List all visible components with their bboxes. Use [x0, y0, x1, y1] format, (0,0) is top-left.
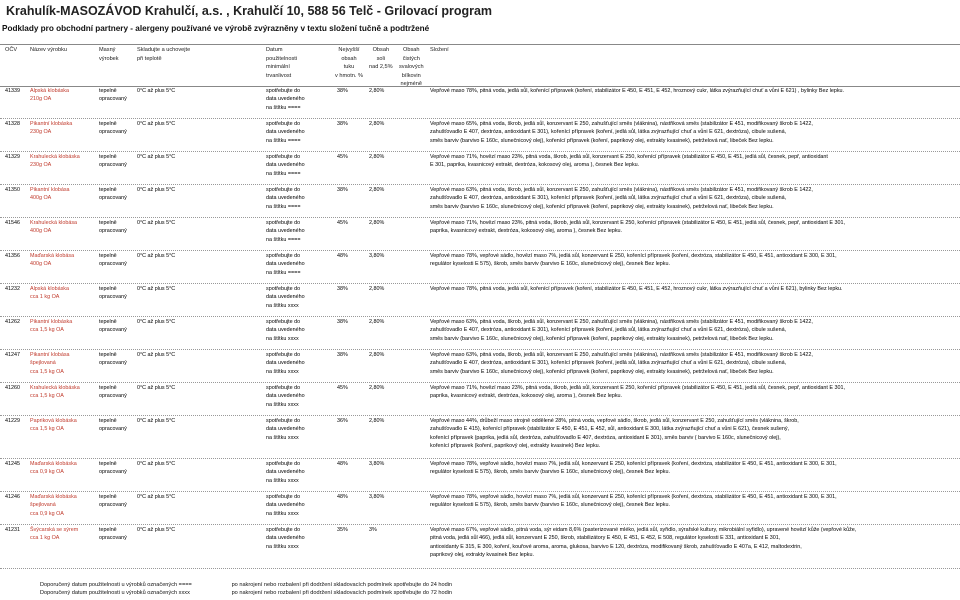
product-id: 41262 [5, 319, 20, 325]
composition-line: Vepřové maso 71%, hovězí maso 23%, pitná voda, škrob, jedlá sůl, konzervant E 250, kořenící přípravek (stabilizátor E 450, E 451, jedlá sůl, česnek, pepř, antioxidant E 301, [430, 385, 846, 391]
composition-line: Vepřové maso 78%, vepřové sádlo, hovězí maso 7%, jedlá sůl, konzervant E 250, kořenící přípravek (koření, dextróza, stabilizátor E 450, E 451, antioxidant E 300, E 301, [430, 494, 837, 500]
salt-content: 2,80% [369, 220, 385, 226]
meat-type: tepelně [99, 121, 117, 127]
composition-line: zahušťovadlo E 407, dextróza, antioxidant E 301), kořenící přípravek (koření, jedlá sůl, látka zvýrazňující chuť a vůni E 621, dextróza), cibule sušená, [430, 360, 787, 367]
product-name: Krahulecká klobáska [30, 154, 80, 160]
meat-type-2: opracovaný [99, 535, 127, 542]
product-id: 41246 [5, 494, 20, 500]
composition-line: Vepřové maso 44%, drůbeží maso strojně oddělené 28%, pitná voda, vepřové sádlo, škrob, jedlá sůl, konzervant E 250, zahušťující směs (vláknina, škrob, [430, 418, 799, 424]
use-by-3: na štítku ==== [266, 269, 301, 276]
use-by-2: data uvedeného [266, 327, 305, 334]
composition-line: Vepřové maso 67%, vepřové sádlo, pitná voda, sýr eidam 8,6% (pasterizované mléko, jedlá sůl, syřidlo, sýrařské kultury, mikrobiální syřidlo), upravené hovězí kůže (vepřové kůže, [430, 527, 857, 533]
salt-content: 3,80% [369, 253, 385, 259]
composition-line: Vepřové maso 78%, pitná voda, jedlá sůl, kořenící přípravek (koření, stabilizátor E 450, E 451, E 452, hroznový cukr, látka zvýrazňující chuť a vůni E 621), bylinky Bez lepku. [430, 286, 843, 292]
composition-line: antioxidanty E 315, E 300, koření, kouřové aroma, aroma, glukosa, barvivo E 120, dextróza, modifikovaný škrob, zahušťovadlo E 407a, E 412, maltodextrin, [430, 543, 802, 550]
salt-content: 2,80% [369, 352, 385, 358]
col-header-composition: Složení [430, 47, 449, 53]
product-id: 41247 [5, 352, 20, 358]
product-weight-2: cca 1,5 kg OA [30, 368, 64, 375]
product-weight: špejlovaná [30, 360, 56, 367]
product-name: Maďarská klobáska [30, 461, 77, 467]
use-by: spotřebujte do [266, 154, 301, 160]
meat-type-2: opracovaný [99, 393, 127, 400]
footer-note-1-right: po nakrojení nebo rozbalení při dodržení skladovacích podmínek spotřebujte do 24 hodin [231, 582, 453, 588]
fat-content: 48% [337, 461, 348, 467]
product-name: Krahulecká klobáska [30, 385, 80, 391]
storage-temp: 0°C až plus 5°C [137, 220, 176, 226]
composition-line: směs barviv (barvivo E 160c, slunečnicový olej), kořenící přípravek (koření, paprikový olej, extrakty kvasinek), petrželová nať, libeček Bez lepku. [430, 137, 774, 144]
product-id: 41546 [5, 220, 20, 226]
col-header-fat: Nejvyšší obsah tuku v hmotn. % [335, 47, 363, 79]
product-id: 41245 [5, 461, 20, 467]
row-separator [0, 151, 960, 152]
product-name: Pikantní klobása [30, 352, 70, 358]
meat-type: tepelně [99, 187, 117, 193]
salt-content: 3% [369, 527, 377, 533]
meat-type: tepelně [99, 527, 117, 533]
meat-type-2: opracovaný [99, 129, 127, 136]
use-by: spotřebujte do [266, 352, 301, 358]
row-separator [0, 491, 960, 492]
product-weight: cca 0,9 kg OA [30, 469, 64, 476]
product-weight: cca 1,5 kg OA [30, 393, 64, 400]
footer-note-2 [40, 590, 452, 596]
composition-line: směs barviv (barvivo E 160c, slunečnicový olej), kořenící přípravek (koření, paprikový olej, extrakty kvasinek), petrželová nať, libeček Bez lepku. [430, 203, 774, 210]
salt-content: 2,80% [369, 418, 385, 424]
meat-type-2: opracovaný [99, 469, 127, 476]
use-by-3: na štítku ==== [266, 170, 301, 177]
composition-line: pitná voda, jedlá sůl 466), jedlá sůl, konzervant E 250, škrob, stabilizátory E 450, E 451, E 452, E 508, regulátor kyselosti E 331, antioxidant E 301, [430, 535, 781, 542]
meat-type: tepelně [99, 88, 117, 94]
composition-line: regulátor kyselosti E 575), škrob, směs barviv (barvivo E 160c, slunečnicový olej), česnek Bez lepku. [430, 261, 670, 268]
product-name: Alpská klobáska [30, 286, 69, 292]
col-header-id: OČV [5, 47, 18, 53]
row-separator [0, 568, 960, 569]
storage-temp: 0°C až plus 5°C [137, 154, 176, 160]
meat-type: tepelně [99, 220, 117, 226]
meat-type-2: opracovaný [99, 294, 127, 301]
use-by-3: na štítku xxxx [266, 543, 299, 550]
product-id: 41328 [5, 121, 20, 127]
use-by-2: data uvedeného [266, 469, 305, 476]
salt-content: 2,80% [369, 154, 385, 160]
use-by: spotřebujte do [266, 286, 301, 292]
meat-type-2: opracovaný [99, 426, 127, 433]
page-subtitle: Podklady pro obchodní partnery - alergeny používané ve výrobě zvýrazněny v textu složení tučně a podtržené [2, 24, 430, 33]
storage-temp: 0°C až plus 5°C [137, 494, 176, 500]
col-header-storage: Skladujte a uchovejte při teplotě [137, 47, 191, 62]
salt-content: 2,80% [369, 286, 385, 292]
product-id: 41232 [5, 286, 20, 292]
use-by: spotřebujte do [266, 187, 301, 193]
storage-temp: 0°C až plus 5°C [137, 352, 176, 358]
footer-note-1-left: Doporučený datum použitelnosti u výrobků označených ==== [40, 582, 192, 588]
meat-type: tepelně [99, 418, 117, 424]
meat-type: tepelně [99, 154, 117, 160]
row-separator [0, 316, 960, 317]
product-weight: 230g OA [30, 129, 52, 136]
use-by-3: na štítku xxxx [266, 368, 299, 375]
storage-temp: 0°C až plus 5°C [137, 88, 176, 94]
use-by: spotřebujte do [266, 461, 301, 467]
use-by: spotřebujte do [266, 319, 301, 325]
use-by-3: na štítku ==== [266, 236, 301, 243]
composition-line: zahušťovadlo E 415), kořenící přípravek (stabilizátor E 450, E 451, E 452, sůl, antioxidant E 300, látka zvýrazňující chuť a vůni E 621), česnek sušený, [430, 426, 790, 433]
product-weight: 400g OA [30, 228, 52, 235]
fat-content: 38% [337, 187, 348, 193]
composition-line: Vepřové maso 78%, vepřové sádlo, hovězí maso 7%, jedlá sůl, konzervant E 250, kořenící přípravek (koření, dextróza, stabilizátor E 450, E 451, antioxidant E 300, E 301, [430, 461, 837, 467]
meat-type-2: opracovaný [99, 261, 127, 268]
use-by-3: na štítku xxxx [266, 434, 299, 441]
salt-content: 3,80% [369, 494, 385, 500]
meat-type-2: opracovaný [99, 195, 127, 202]
composition-line: paprika, kvasnicový extrakt, dextróza, kokosový olej, aroma ), česnek Bez lepku. [430, 393, 623, 400]
meat-type: tepelně [99, 253, 117, 259]
product-name: Papriková klobáska [30, 418, 77, 424]
product-name: Maďarská klobása [30, 253, 75, 259]
product-name: Švýcarská se sýrem [30, 527, 79, 533]
use-by: spotřebujte do [266, 418, 301, 424]
composition-line: zahušťovadlo E 407, dextróza, antioxidant E 301), kořenící přípravek (koření, jedlá sůl, látka zvýrazňující chuť a vůni E 621, dextróza), cibule sušená, [430, 327, 787, 334]
storage-temp: 0°C až plus 5°C [137, 319, 176, 325]
fat-content: 38% [337, 352, 348, 358]
row-separator [0, 415, 960, 416]
use-by-3: na štítku xxxx [266, 510, 299, 517]
row-separator [0, 250, 960, 251]
salt-content: 2,80% [369, 385, 385, 391]
fat-content: 48% [337, 253, 348, 259]
use-by: spotřebujte do [266, 88, 301, 94]
product-name: Pikantní klobása [30, 187, 70, 193]
composition-line: směs barviv (barvivo E 160c, slunečnicový olej), kořenící přípravek (koření, paprikový olej, extrakty kvasinek), petrželová nať, libeček Bez lepku. [430, 368, 774, 375]
col-header-protein: Obsah čistých svalových bílkovin nejméně [399, 47, 424, 87]
composition-line: regulátor kyselosti E 575), škrob, směs barviv (barvivo E 160c, slunečnicový olej), česnek Bez lepku. [430, 469, 670, 476]
composition-line: regulátor kyselosti E 575), škrob, směs barviv (barvivo E 160c, slunečnicový olej), česnek Bez lepku. [430, 502, 670, 509]
fat-content: 38% [337, 88, 348, 94]
use-by-3: na štítku xxxx [266, 401, 299, 408]
meat-type-2: opracovaný [99, 327, 127, 334]
storage-temp: 0°C až plus 5°C [137, 187, 176, 193]
footer-note-1 [40, 582, 452, 588]
use-by-2: data uvedeného [266, 393, 305, 400]
product-weight: 400g OA [30, 261, 52, 268]
fat-content: 45% [337, 220, 348, 226]
composition-line: Vepřové maso 63%, pitná voda, škrob, jedlá sůl, konzervant E 250, zahušťující směs (vláknina), nástřiková směs (stabilizátor E 451, modifikovaný škrob E 1422, [430, 352, 813, 358]
use-by: spotřebujte do [266, 121, 301, 127]
composition-line: Vepřové maso 65%, pitná voda, škrob, jedlá sůl, konzervant E 250, zahušťující směs (vláknina), nástřiková směs (stabilizátor E 451, modifikovaný škrob E 1422, [430, 121, 813, 127]
composition-line: Vepřové maso 71%, hovězí maso 23%, pitná voda, škrob, jedlá sůl, konzervant E 250, kořenící přípravek (stabilizátor E 450, E 451, jedlá sůl, česnek, pepř, antioxidant E 301, [430, 220, 846, 226]
salt-content: 2,80% [369, 88, 385, 94]
row-separator [0, 458, 960, 459]
storage-temp: 0°C až plus 5°C [137, 286, 176, 292]
use-by-2: data uvedeného [266, 360, 305, 367]
use-by-3: na štítku xxxx [266, 335, 299, 342]
use-by-2: data uvedeného [266, 195, 305, 202]
salt-content: 2,80% [369, 187, 385, 193]
storage-temp: 0°C až plus 5°C [137, 461, 176, 467]
use-by-2: data uvedeného [266, 96, 305, 103]
product-weight: špejlovaná [30, 502, 56, 509]
row-separator [0, 524, 960, 525]
use-by: spotřebujte do [266, 220, 301, 226]
use-by-3: na štítku xxxx [266, 477, 299, 484]
row-separator [0, 118, 960, 119]
product-name: Krahulecká klobása [30, 220, 78, 226]
composition-line: Vepřové maso 78%, pitná voda, jedlá sůl, kořenící přípravek (koření, stabilizátor E 450, E 451, E 452, hroznový cukr, látka zvýrazňující chuť a vůni E 621) , bylinky Bez lepku. [430, 88, 845, 94]
fat-content: 35% [337, 527, 348, 533]
col-header-salt: Obsah soli nad 2,5% [369, 47, 393, 70]
composition-line: paprikový olej, extrakty kvasinek Bez lepku. [430, 552, 534, 559]
use-by-2: data uvedeného [266, 502, 305, 509]
product-name: Pikantní klobáska [30, 121, 73, 127]
product-id: 41339 [5, 88, 20, 94]
meat-type: tepelně [99, 319, 117, 325]
product-id: 41350 [5, 187, 20, 193]
use-by-2: data uvedeného [266, 228, 305, 235]
col-header-meat: Masný výrobek [99, 47, 119, 62]
meat-type-2: opracovaný [99, 502, 127, 509]
meat-type: tepelně [99, 461, 117, 467]
composition-line: kořenící přípravek (paprika, jedlá sůl, dextróza, zahušťovadlo E 407, dextróza, antioxidant E 301), směs barviv ( barvivo E 160c, slunečnicový olej), [430, 434, 781, 441]
footer-note-2-right: po nakrojení nebo rozbalení při dodržení skladovacích podmínek spotřebujte do 72 hodin [231, 590, 453, 596]
product-id: 41329 [5, 154, 20, 160]
fat-content: 45% [337, 385, 348, 391]
product-name: Maďarská klobáska [30, 494, 77, 500]
composition-line: zahušťovadlo E 407, dextróza, antioxidant E 301), kořenící přípravek (koření, jedlá sůl, látka zvýrazňující chuť a vůni E 621, dextróza), cibule sušená, [430, 195, 787, 202]
product-weight: 210g OA [30, 96, 52, 103]
storage-temp: 0°C až plus 5°C [137, 385, 176, 391]
composition-line: směs barviv (barvivo E 160c, slunečnicový olej), kořenící přípravek (koření, paprikový olej, extrakty kvasinek), petrželová nať, libeček Bez lepku. [430, 335, 774, 342]
use-by: spotřebujte do [266, 494, 301, 500]
row-separator [0, 184, 960, 185]
use-by-2: data uvedeného [266, 535, 305, 542]
meat-type: tepelně [99, 385, 117, 391]
composition-line: zahušťovadlo E 407, dextróza, antioxidant E 301), kořenící přípravek (koření, jedlá sůl, látka zvýrazňující chuť a vůni E 621, dextróza), cibule sušená, [430, 129, 787, 136]
fat-content: 45% [337, 154, 348, 160]
storage-temp: 0°C až plus 5°C [137, 527, 176, 533]
meat-type: tepelně [99, 352, 117, 358]
salt-content: 2,80% [369, 319, 385, 325]
use-by-3: na štítku ==== [266, 137, 301, 144]
product-weight: 400g OA [30, 195, 52, 202]
composition-line: paprika, kvasnicový extrakt, dextróza, kokosový olej, aroma ), česnek Bez lepku. [430, 228, 623, 235]
row-separator [0, 382, 960, 383]
product-id: 41260 [5, 385, 20, 391]
product-weight: 230g OA [30, 162, 52, 169]
row-separator [0, 217, 960, 218]
meat-type: tepelně [99, 286, 117, 292]
composition-line: kořenící přípravek (koření, paprikový olej, extrakty kvasinek) Bez lepku. [430, 443, 601, 450]
meat-type-2: opracovaný [99, 96, 127, 103]
salt-content: 3,80% [369, 461, 385, 467]
use-by-3: na štítku xxxx [266, 302, 299, 309]
use-by-2: data uvedeného [266, 129, 305, 136]
composition-line: Vepřové maso 78%, vepřové sádlo, hovězí maso 7%, jedlá sůl, konzervant E 250, kořenící přípravek (koření, dextróza, stabilizátor E 450, E 451, antioxidant E 300, E 301, [430, 253, 837, 259]
header-top-rule [0, 44, 960, 45]
use-by: spotřebujte do [266, 253, 301, 259]
col-header-date: Datum použitelnosti minimální trvanlivost [266, 47, 298, 79]
use-by: spotřebujte do [266, 527, 301, 533]
fat-content: 38% [337, 121, 348, 127]
use-by-2: data uvedeného [266, 294, 305, 301]
product-id: 41231 [5, 527, 20, 533]
salt-content: 2,80% [369, 121, 385, 127]
col-header-name: Název výrobku [30, 47, 67, 53]
composition-line: Vepřové maso 71%, hovězí maso 23%, pitná voda, škrob, jedlá sůl, konzervant E 250, kořenící přípravek (stabilizátor E 450, E 451, jedlá sůl, česnek, pepř, antioxidant [430, 154, 828, 160]
use-by-2: data uvedeného [266, 162, 305, 169]
product-name: Pikantní klobáska [30, 319, 73, 325]
product-weight: cca 1,5 kg OA [30, 426, 64, 433]
use-by-2: data uvedeného [266, 426, 305, 433]
storage-temp: 0°C až plus 5°C [137, 418, 176, 424]
storage-temp: 0°C až plus 5°C [137, 121, 176, 127]
meat-type: tepelně [99, 494, 117, 500]
use-by-3: na štítku ==== [266, 104, 301, 111]
use-by-2: data uvedeného [266, 261, 305, 268]
fat-content: 38% [337, 286, 348, 292]
fat-content: 38% [337, 319, 348, 325]
storage-temp: 0°C až plus 5°C [137, 253, 176, 259]
product-id: 41356 [5, 253, 20, 259]
product-weight: cca 1 kg OA [30, 294, 60, 301]
footer-note-2-left: Doporučený datum použitelnosti u výrobků označených xxxx [40, 590, 190, 596]
meat-type-2: opracovaný [99, 228, 127, 235]
product-name: Alpská klobáska [30, 88, 69, 94]
composition-line: Vepřové maso 63%, pitná voda, škrob, jedlá sůl, konzervant E 250, zahušťující směs (vláknina), nástřiková směs (stabilizátor E 451, modifikovaný škrob E 1422, [430, 187, 813, 193]
product-id: 41229 [5, 418, 20, 424]
meat-type-2: opracovaný [99, 162, 127, 169]
fat-content: 48% [337, 494, 348, 500]
product-weight: cca 1,5 kg OA [30, 327, 64, 334]
meat-type-2: opracovaný [99, 360, 127, 367]
row-separator [0, 349, 960, 350]
row-separator [0, 283, 960, 284]
composition-line: Vepřové maso 63%, pitná voda, škrob, jedlá sůl, konzervant E 250, zahušťující směs (vláknina), nástřiková směs (stabilizátor E 451, modifikovaný škrob E 1422, [430, 319, 813, 325]
page-title: Krahulík-MASOZÁVOD Krahulčí, a.s. , Krahulčí 10, 588 56 Telč - Grilovací program [6, 4, 493, 18]
fat-content: 36% [337, 418, 348, 424]
composition-line: E 301, paprika, kvasnicový extrakt, dextróza, kokosový olej, aroma ), česnek Bez lepku. [430, 162, 640, 169]
use-by-3: na štítku ==== [266, 203, 301, 210]
use-by: spotřebujte do [266, 385, 301, 391]
product-weight: cca 1 kg OA [30, 535, 60, 542]
product-weight-2: cca 0,9 kg OA [30, 510, 64, 517]
